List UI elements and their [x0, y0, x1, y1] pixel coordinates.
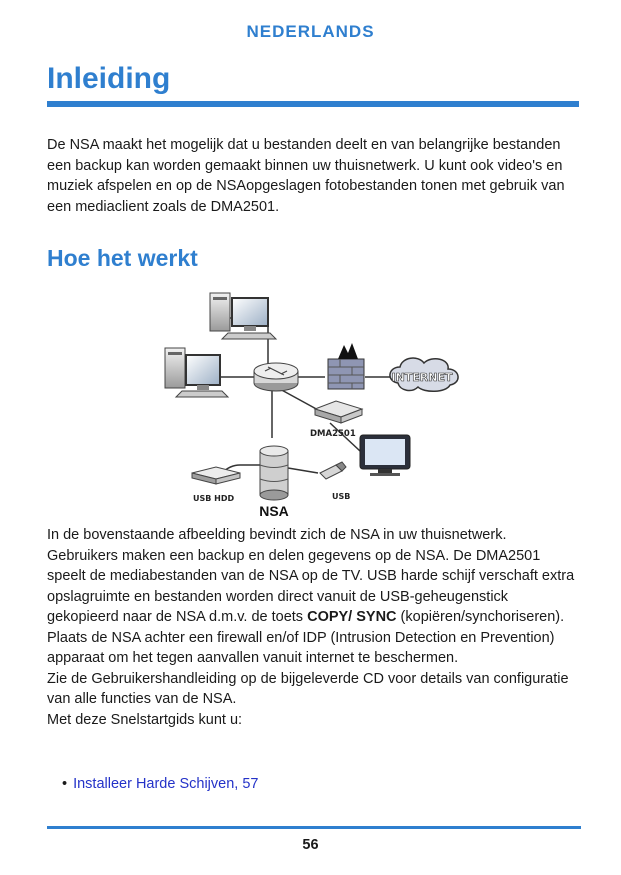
- usb-hdd-icon: [192, 467, 240, 484]
- network-diagram: [160, 283, 470, 521]
- computer-icon: [165, 348, 228, 397]
- page-title: Inleiding: [47, 62, 171, 95]
- intro-paragraph: De NSA maakt het mogelijk dat u bestanden deelt en van belangrijke bestanden een backup kan worden gemaakt binnen uw thuisnetwerk. U kunt ook video's en muziek afspelen en op de NSAopgeslagen fotobestanden tonen met gebruik van een mediaclient zoals de DMA2501.: [47, 137, 565, 215]
- install-hdd-link[interactable]: Installeer Harde Schijven, 57: [73, 776, 259, 792]
- router-icon: [254, 363, 298, 391]
- list-item: [62, 774, 258, 794]
- copy-sync-key: COPY/ SYNC: [307, 609, 397, 625]
- manual-paragraph: Zie de Gebruikershandleiding op de bijgeleverde CD voor details van configuratie van alle functies van de NSA.: [47, 670, 569, 707]
- body-text: (kopiëren/synchoriseren).: [396, 609, 565, 625]
- how-it-works-body: [47, 525, 579, 730]
- media-player-icon: [315, 401, 362, 423]
- title-divider: [47, 101, 579, 107]
- usb-stick-icon: [320, 462, 346, 479]
- dma-label: DMA2501: [310, 429, 356, 439]
- nsa-storage-icon: [260, 446, 288, 500]
- computer-icon: [210, 293, 276, 339]
- bullet-icon: •: [62, 776, 68, 792]
- tv-icon: [360, 435, 410, 476]
- footer-divider: [47, 826, 581, 829]
- firewall-icon: [328, 343, 364, 389]
- section-title: Hoe het werkt: [47, 245, 198, 271]
- language-header: NEDERLANDS: [246, 22, 375, 41]
- page-number: 56: [302, 837, 319, 853]
- body-text: In de bovenstaande afbeelding bevindt zich de NSA in uw thuisnetwerk. Gebruikers maken een backup en delen gegevens op de NSA. De DMA2501 speelt de mediabestanden van de NSA op de TV. USB harde schijf verschaft extra opslagruimte en bestanden worden direct vanuit de USB-geheugenstick gekopieerd naar de NSA d.m.v. de toets: [47, 527, 575, 625]
- firewall-paragraph: Plaats de NSA achter een firewall en/of IDP (Intrusion Detection en Prevention) apparaat om het tegen aanvallen vanuit internet te beschermen.: [47, 629, 555, 666]
- guide-intro: Met deze Snelstartgids kunt u:: [47, 711, 243, 728]
- nsa-label: NSA: [259, 503, 289, 519]
- usb-label: USB: [332, 492, 351, 501]
- internet-label: INTERNET: [391, 371, 453, 384]
- usb-hdd-label: USB HDD: [193, 494, 235, 503]
